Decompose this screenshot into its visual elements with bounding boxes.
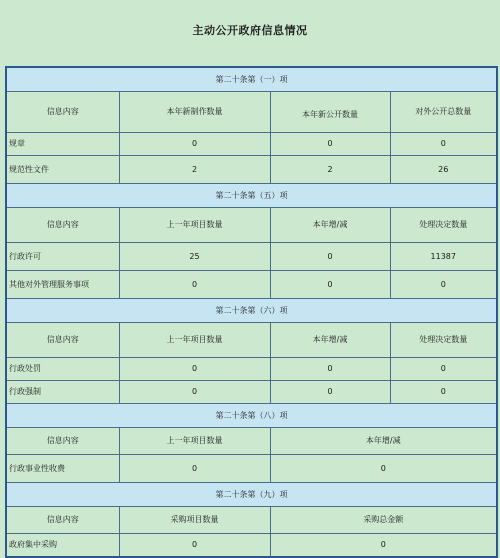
section-title: 第二十条第（五）项 — [6, 184, 497, 208]
section-title: 第二十条第（六）项 — [6, 299, 497, 323]
table-cell: 0 — [270, 381, 390, 404]
section-header-row — [6, 67, 497, 92]
table-cell: 2 — [270, 156, 390, 184]
column-header: 信息内容 — [6, 428, 119, 455]
disclosure-table — [5, 66, 498, 558]
section-title: 第二十条第（九）项 — [6, 483, 497, 507]
column-header: 信息内容 — [6, 507, 119, 534]
column-header: 上一年项目数量 — [119, 323, 270, 358]
table-row — [6, 358, 497, 381]
column-header: 本年新公开数量 — [270, 92, 390, 133]
column-header: 本年增/减 — [270, 323, 390, 358]
row-label: 行政强制 — [6, 381, 119, 404]
column-header-row — [6, 208, 497, 243]
table-row — [6, 133, 497, 156]
table-cell: 0 — [119, 271, 270, 299]
column-header-row — [6, 428, 497, 455]
section-header-row — [6, 404, 497, 428]
column-header: 信息内容 — [6, 323, 119, 358]
column-header: 上一年项目数量 — [119, 208, 270, 243]
column-header: 对外公开总数量 — [390, 92, 497, 133]
section-header-row — [6, 483, 497, 507]
table-cell: 0 — [119, 381, 270, 404]
table-cell: 0 — [270, 243, 390, 271]
column-header: 信息内容 — [6, 208, 119, 243]
column-header: 处理决定数量 — [390, 208, 497, 243]
table-row — [6, 455, 497, 483]
column-header: 上一年项目数量 — [119, 428, 270, 455]
table-cell: 0 — [270, 133, 390, 156]
column-header: 本年新制作数量 — [119, 92, 270, 133]
column-header: 采购项目数量 — [119, 507, 270, 534]
table-row — [6, 156, 497, 184]
disclosure-report — [5, 66, 496, 558]
table-cell: 0 — [390, 271, 497, 299]
table-cell: 11387 — [390, 243, 497, 271]
table-cell: 0 — [119, 534, 270, 558]
table-cell: 0 — [119, 133, 270, 156]
table-cell: 0 — [270, 534, 497, 558]
table-row — [6, 381, 497, 404]
column-header: 采购总金额 — [270, 507, 497, 534]
table-cell: 0 — [119, 455, 270, 483]
section-header-row — [6, 299, 497, 323]
table-cell: 0 — [270, 455, 497, 483]
table-cell: 0 — [390, 381, 497, 404]
column-header-row — [6, 92, 497, 133]
column-header: 处理决定数量 — [390, 323, 497, 358]
table-cell: 0 — [270, 271, 390, 299]
table-row — [6, 271, 497, 299]
column-header: 本年增/减 — [270, 428, 497, 455]
column-header-row — [6, 507, 497, 534]
row-label: 规章 — [6, 133, 119, 156]
row-label: 政府集中采购 — [6, 534, 119, 558]
table-row — [6, 534, 497, 558]
table-cell: 0 — [270, 358, 390, 381]
table-row — [6, 243, 497, 271]
column-header-row — [6, 323, 497, 358]
section-title: 第二十条第（一）项 — [6, 67, 497, 92]
table-cell: 25 — [119, 243, 270, 271]
table-cell: 2 — [119, 156, 270, 184]
column-header: 本年增/减 — [270, 208, 390, 243]
section-title: 第二十条第（八）项 — [6, 404, 497, 428]
page-title: 主动公开政府信息情况 — [192, 24, 308, 37]
table-cell: 0 — [390, 358, 497, 381]
table-cell: 26 — [390, 156, 497, 184]
table-cell: 0 — [119, 358, 270, 381]
column-header: 信息内容 — [6, 92, 119, 133]
row-label: 行政处罚 — [6, 358, 119, 381]
row-label: 其他对外管理服务事项 — [6, 271, 119, 299]
row-label: 行政许可 — [6, 243, 119, 271]
row-label: 规范性文件 — [6, 156, 119, 184]
table-cell: 0 — [390, 133, 497, 156]
section-header-row — [6, 184, 497, 208]
row-label: 行政事业性收费 — [6, 455, 119, 483]
